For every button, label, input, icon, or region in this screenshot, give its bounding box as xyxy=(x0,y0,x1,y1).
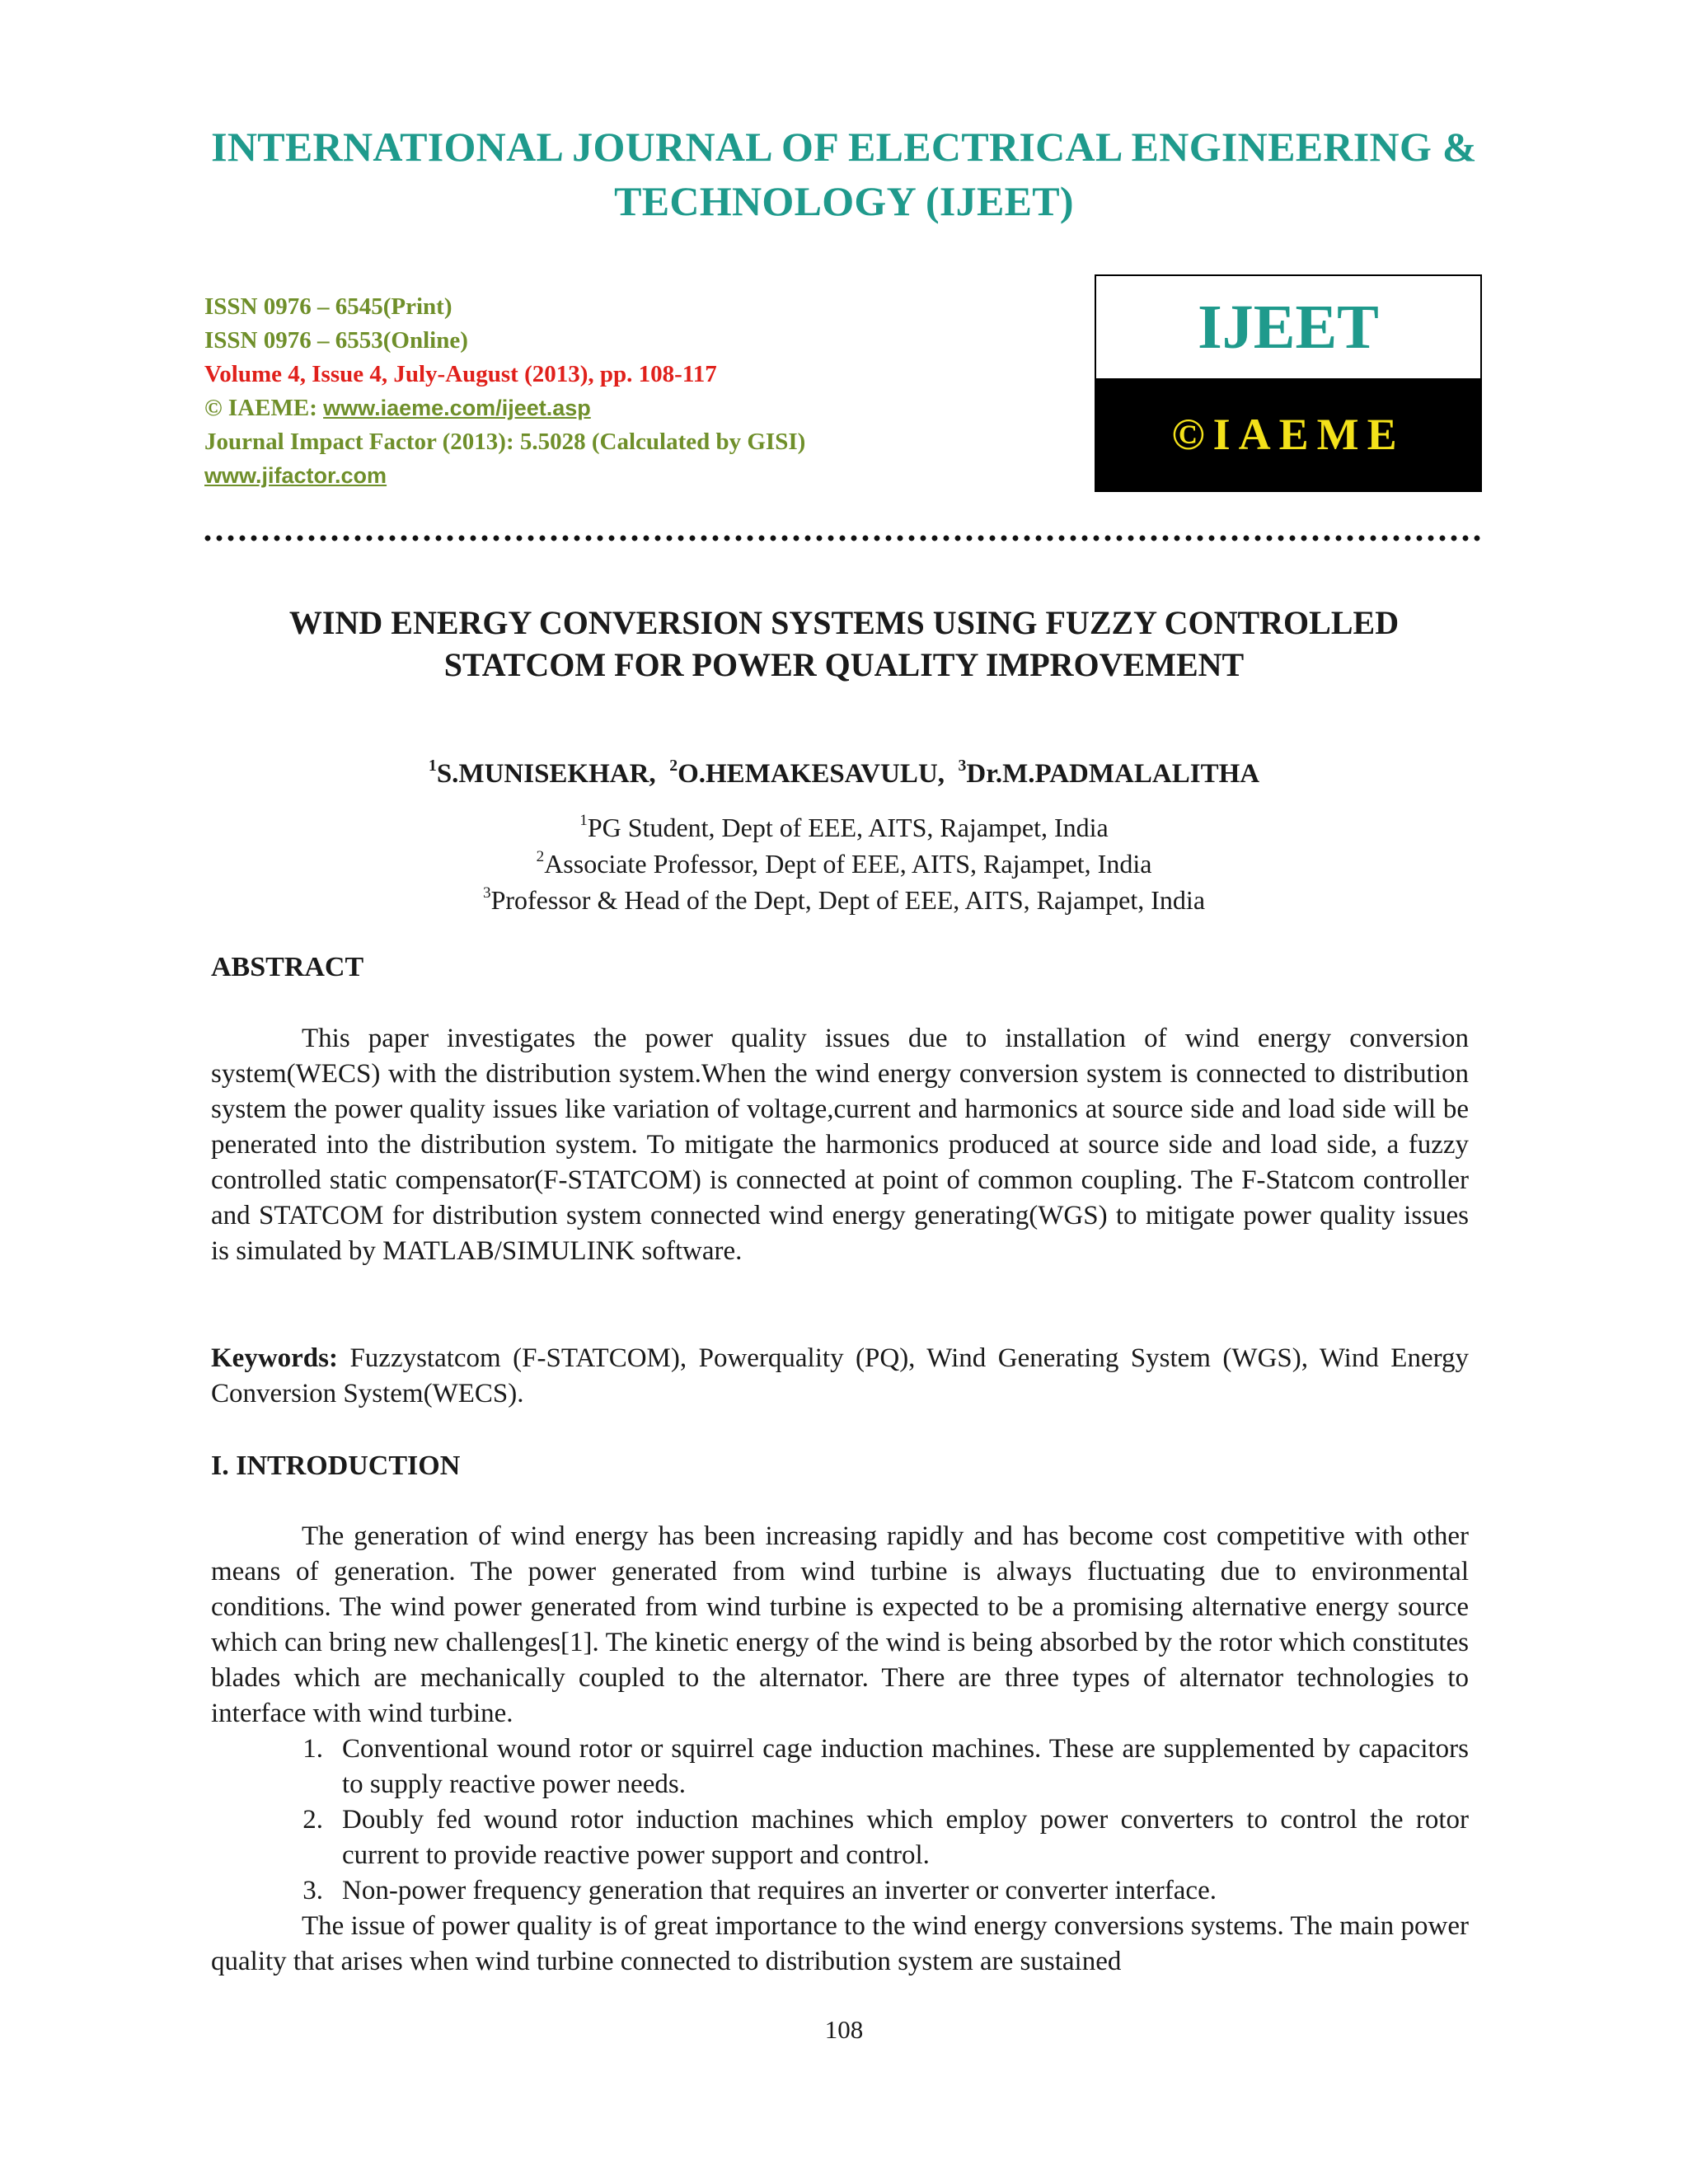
iaeme-prefix: © IAEME: xyxy=(204,395,324,421)
author-1-name: S.MUNISEKHAR, xyxy=(436,759,656,789)
list-item xyxy=(211,1802,1469,1873)
alternator-types-list xyxy=(211,1732,1469,1909)
logo-iaeme-text: ©IAEME xyxy=(1096,378,1480,490)
jifactor-link[interactable]: www.jifactor.com xyxy=(204,463,387,488)
issn-online: ISSN 0976 – 6553(Online) xyxy=(204,327,468,354)
list-item-text: Doubly fed wound rotor induction machines which employ power converters to control the rotor current to provide reactive power support and control. xyxy=(342,1805,1469,1870)
issn-print: ISSN 0976 – 6545(Print) xyxy=(204,293,452,320)
dotted-divider xyxy=(202,534,1484,542)
journal-title-line2: TECHNOLOGY (IJEET) xyxy=(614,178,1074,224)
journal-title xyxy=(165,120,1523,228)
author-2 xyxy=(669,759,945,789)
list-item-number: 1. xyxy=(302,1734,323,1764)
affiliations xyxy=(165,809,1523,918)
iaeme-link[interactable]: www.iaeme.com/ijeet.asp xyxy=(323,396,591,420)
paper-title-line2: STATCOM FOR POWER QUALITY IMPROVEMENT xyxy=(443,646,1245,683)
page-number: 108 xyxy=(824,2015,864,2044)
list-item xyxy=(211,1873,1469,1909)
author-2-name: O.HEMAKESAVULU, xyxy=(678,759,945,789)
abstract-body: This paper investigates the power quality issues due to installation of wind energy conversion system(WECS) with the distribution system.When the wind energy conversion system is connected to distribution system the power quality issues like variation of voltage,current and harmonics at source side and load side will be penerated into the distribution system. To mitigate the harmonics produced at source side and load side, a fuzzy controlled static compensator(F-STATCOM) is connected at point of common coupling. The F-Statcom controller and STATCOM for distribution system connected wind energy generating(WGS) to mitigate power quality issues is simulated by MATLAB/SIMULINK software. xyxy=(211,1024,1469,1266)
list-item-number: 3. xyxy=(302,1876,323,1905)
keywords-text: Fuzzystatcom (F-STATCOM), Powerquality (PQ), Wind Generating System (WGS), Wind Energy Conversion System(WECS). xyxy=(211,1343,1469,1408)
affiliation-2 xyxy=(165,846,1523,882)
affiliation-1-sup: 1 xyxy=(579,812,588,830)
affiliation-2-text: Associate Professor, Dept of EEE, AITS, Rajampet, India xyxy=(544,849,1152,879)
paper-title xyxy=(165,602,1523,686)
logo-ijeet-text: IJEET xyxy=(1096,276,1480,378)
keywords xyxy=(211,1341,1469,1412)
affiliation-1-text: PG Student, Dept of EEE, AITS, Rajampet, India xyxy=(587,813,1109,842)
journal-title-line1: INTERNATIONAL JOURNAL OF ELECTRICAL ENGINEERING & xyxy=(211,124,1477,170)
impact-factor: Journal Impact Factor (2013): 5.5028 (Calculated by GISI) xyxy=(204,429,806,455)
author-list xyxy=(165,756,1523,792)
ijeet-logo xyxy=(1095,274,1482,492)
author-1-sup: 1 xyxy=(428,757,437,776)
author-1 xyxy=(429,759,656,789)
paper-title-line1: WIND ENERGY CONVERSION SYSTEMS USING FUZZY CONTROLLED xyxy=(288,604,1400,641)
volume-info: Volume 4, Issue 4, July-August (2013), pp. 108-117 xyxy=(204,361,717,387)
affiliation-3 xyxy=(165,882,1523,918)
affiliation-3-text: Professor & Head of the Dept, Dept of EEE, AITS, Rajampet, India xyxy=(490,885,1206,915)
affiliation-1 xyxy=(165,809,1523,846)
list-item xyxy=(211,1732,1469,1802)
author-3-sup: 3 xyxy=(958,757,967,776)
affiliation-3-sup: 3 xyxy=(482,884,491,902)
author-3-name: Dr.M.PADMALALITHA xyxy=(966,759,1260,789)
introduction-para-2: The issue of power quality is of great importance to the wind energy conversions systems. The main power quality that arises when wind turbine connected to distribution system are sustained xyxy=(211,1911,1469,1976)
list-item-text: Non-power frequency generation that requires an inverter or converter interface. xyxy=(342,1876,1217,1905)
iaeme-line xyxy=(204,391,1062,425)
list-item-text: Conventional wound rotor or squirrel cage induction machines. These are supplemented by capacitors to supply reactive power needs. xyxy=(342,1734,1469,1799)
author-2-sup: 2 xyxy=(669,757,678,776)
journal-meta xyxy=(204,290,1062,493)
list-item-number: 2. xyxy=(302,1805,323,1835)
jifactor-line xyxy=(204,459,1062,493)
introduction-heading: I. INTRODUCTION xyxy=(211,1451,461,1481)
keywords-label: Keywords: xyxy=(211,1343,338,1373)
author-3 xyxy=(959,759,1260,789)
introduction-para-1: The generation of wind energy has been increasing rapidly and has become cost competitive with other means of generation. The power generated from wind turbine is always fluctuating due to environmental conditions. The wind power generated from wind turbine is expected to be a promising alternative energy source which can bring new challenges[1]. The kinetic energy of the wind is being absorbed by the rotor which constitutes blades which are mechanically coupled to the alternator. There are three types of alternator technologies to interface with wind turbine. xyxy=(211,1521,1469,1728)
affiliation-2-sup: 2 xyxy=(536,848,545,866)
abstract-heading: ABSTRACT xyxy=(211,952,364,982)
